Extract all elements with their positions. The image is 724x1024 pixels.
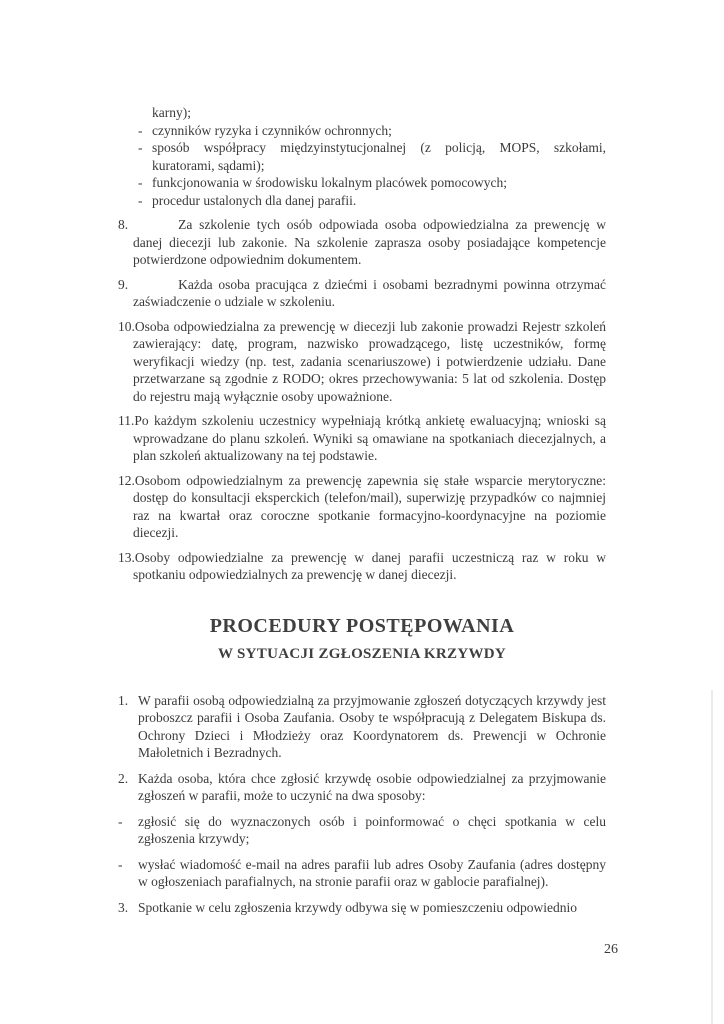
bullet-text: zgłosić się do wyznaczonych osób i poinformować o chęci spotkania w celu zgłoszenia krzywdy; (138, 813, 606, 846)
text-column (118, 0, 606, 916)
item-number: 11. (118, 413, 135, 428)
item-text: Każda osoba, która chce zgłosić krzywdę osobie odpowiedzialnej za przyjmowanie zgłoszeń w parafii, może to uczynić na dwa sposoby: (138, 770, 606, 803)
bullet-item (118, 813, 606, 848)
item-number: 13. (118, 549, 135, 565)
bullet-item (118, 174, 606, 192)
bullet-item (118, 122, 606, 140)
item-number: 9. (118, 276, 129, 292)
section-subtitle: W SYTUACJI ZGŁOSZENIA KRZYWDY (217, 645, 507, 662)
section-title: PROCEDURY POSTĘPOWANIA (209, 614, 515, 637)
bullet-dash: - (118, 856, 123, 872)
page-number: 26 (604, 942, 618, 957)
numbered-item-3 (118, 899, 606, 917)
numbered-item-11 (118, 412, 606, 465)
bullet-dash: - (138, 175, 143, 190)
bullet-text: funkcjonowania w środowisku lokalnym placówek pomocowych; (152, 175, 508, 190)
numbered-item-1 (118, 692, 606, 762)
bullet-dash: - (118, 813, 123, 829)
item-text: Po każdym szkoleniu uczestnicy wypełniają krótką ankietę ewaluacyjną; wnioski są wprowadzane do planu szkoleń. Wyniki są omawiane na spotkaniach diecezjalnych, a plan szkoleń aktualizowany na tej podstawie. (133, 413, 606, 463)
bullet-text: sposób współpracy międzyinstytucjonalnej (z policją, MOPS, szkołami, kuratorami, sądami); (152, 140, 606, 173)
item-text: Za szkolenie tych osób odpowiada osoba odpowiedzialna za prewencję w danej diecezji lub zakonie. Na szkolenie zaprasza osoby posiadające kompetencje potwierdzone odpowiednim dokumentem. (133, 217, 606, 267)
bullet-item (118, 856, 606, 891)
bullet-item (118, 139, 606, 174)
item-number: 12. (118, 472, 135, 488)
bullet-text: procedur ustalonych dla danej parafii. (152, 192, 357, 208)
numbered-item-2 (118, 770, 606, 805)
item-text: Osobom odpowiedzialnym za prewencję zapewnia się stałe wsparcie merytoryczne: dostęp do konsultacji eksperckich (telefon/mail), superwizję przypadków co najmniej raz na kwartał oraz coroczne spotkanie formacyjno-koordynacyjne na poziomie diecezji. (133, 472, 606, 540)
bullet-item (118, 192, 606, 210)
item-number: 10. (118, 318, 135, 334)
item-text: Każda osoba pracująca z dziećmi i osobami bezradnymi powinna otrzymać zaświadczenie o udziale w szkoleniu. (133, 276, 606, 309)
bullet-text: wysłać wiadomość e-mail na adres parafii lub adres Osoby Zaufania (adres dostępny w ogłoszeniach parafialnych, na stronie parafii oraz w gablocie parafialnej). (138, 856, 606, 889)
item-number: 3. (118, 899, 129, 915)
page-edge-shadow (711, 690, 713, 1024)
item-text: Osoby odpowiedzialne za prewencję w danej parafii uczestniczą raz w roku w spotkaniu odpowiedzialnych za prewencję w danej diecezji. (133, 549, 606, 582)
item-number: 1. (118, 692, 129, 708)
bullet-text: czynników ryzyka i czynników ochronnych; (152, 122, 392, 138)
item-number: 8. (118, 217, 129, 232)
item-text: Spotkanie w celu zgłoszenia krzywdy odbywa się w pomieszczeniu odpowiednio (138, 899, 578, 915)
bullet-dash: - (138, 192, 143, 208)
numbered-item-8 (118, 216, 606, 269)
bullet-dash: - (138, 122, 143, 138)
item-number: 2. (118, 770, 129, 786)
bullet-dash: - (138, 140, 143, 155)
numbered-item-9 (118, 276, 606, 311)
numbered-item-13 (118, 549, 606, 584)
item-text: Osoba odpowiedzialna za prewencję w diecezji lub zakonie prowadzi Rejestr szkoleń zawierający: datę, program, nazwisko prowadzącego, listę uczestników, formę weryfikacji wiedzy (np. test, zadania scenariuszowe) i potwierdzenie udziału. Dane przetwarzane są zgodnie z RODO; okres przechowywania: 5 lat od szkolenia. Dostęp do rejestru mają wyłącznie osoby upoważnione. (133, 318, 606, 404)
list-item-continuation: karny); (152, 105, 191, 120)
numbered-item-10 (118, 318, 606, 406)
numbered-item-12 (118, 472, 606, 542)
item-text: W parafii osobą odpowiedzialną za przyjmowanie zgłoszeń dotyczących krzywdy jest proboszcz parafii i Osoba Zaufania. Osoby te współpracują z Delegatem Biskupa ds. Ochrony Dzieci i Młodzieży oraz Koordynatorem ds. Prewencji w Ochronie Małoletnich i Bezradnych. (138, 692, 606, 760)
section-heading (118, 614, 606, 664)
